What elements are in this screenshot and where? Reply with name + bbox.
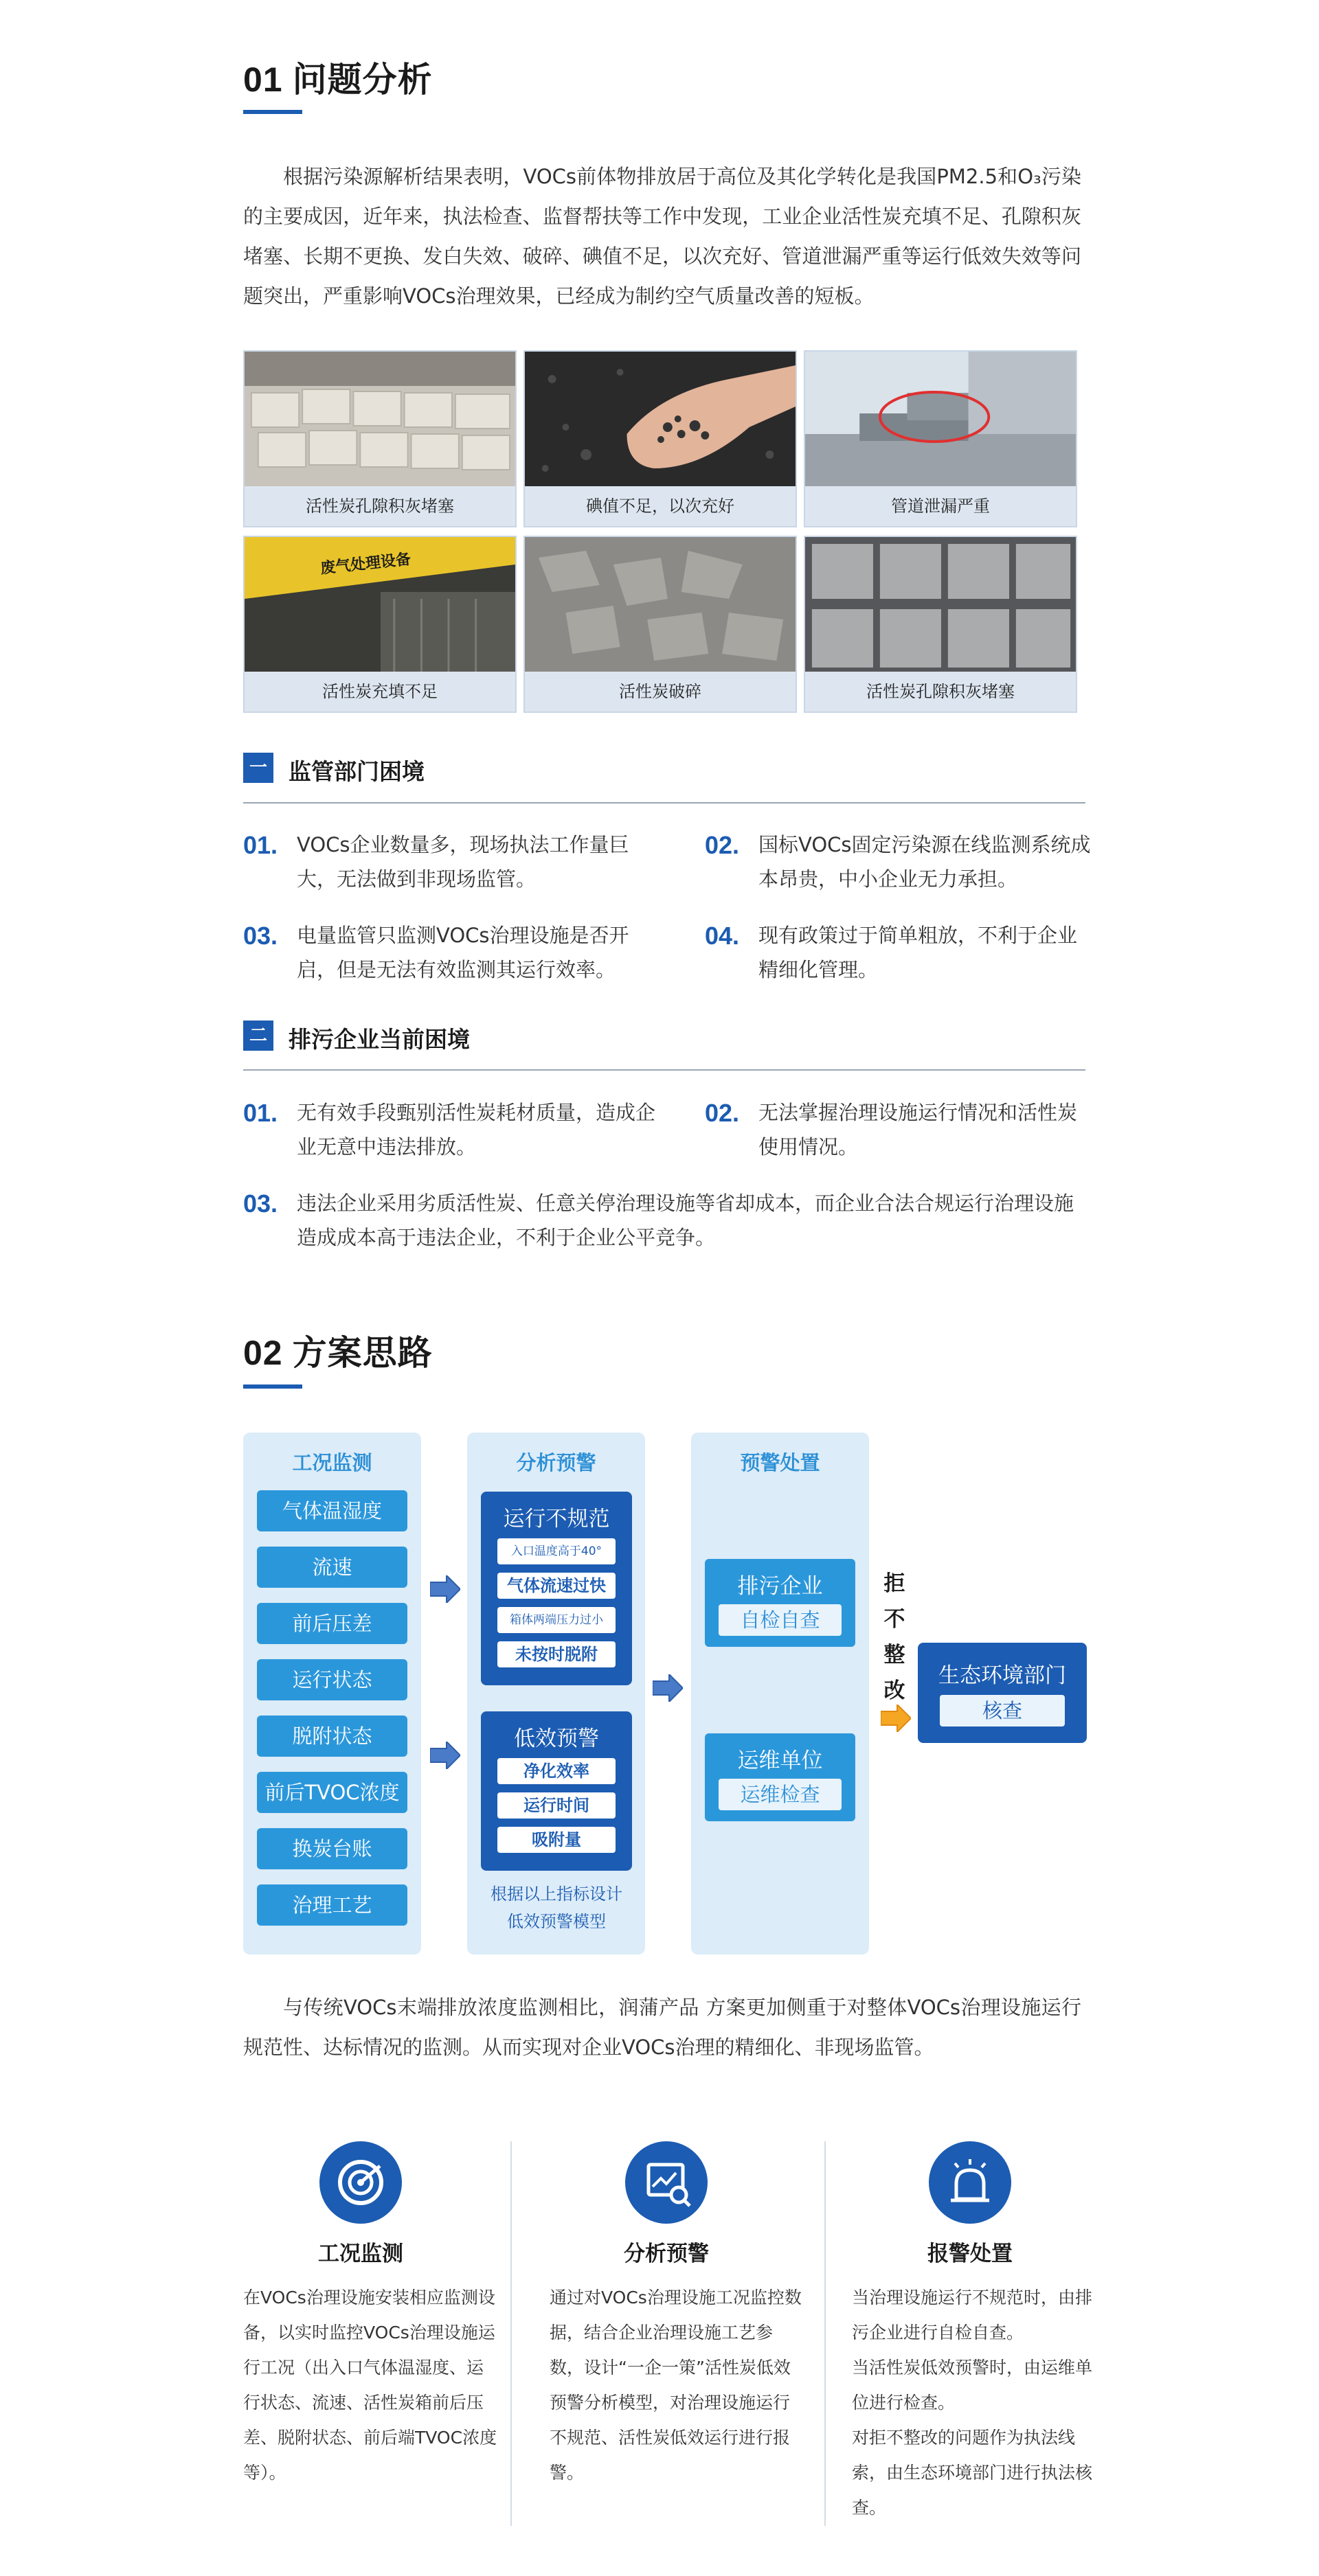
monitor-item-2: 流速 xyxy=(257,1547,407,1588)
section-2-title xyxy=(243,1325,433,1375)
reject-label xyxy=(881,1566,908,1709)
monitor-item-6: 前后TVOC浓度 xyxy=(257,1772,407,1813)
section-1-underline xyxy=(243,110,302,114)
monitor-item-5: 脱附状态 xyxy=(257,1716,407,1757)
regulator-title: 监管部门困境 xyxy=(289,758,425,785)
enterprise-item-1-num: 01. xyxy=(243,1099,278,1127)
feature-2-title: 分析预警 xyxy=(624,2242,709,2266)
maintenance-box xyxy=(705,1733,855,1821)
eco-dept-verify-label: 核查 xyxy=(940,1695,1065,1726)
enterprise-item-3-text: 违法企业采用劣质活性炭、任意关停治理设施等省却成本，而企业合法合规运行治理设施造成成本高于违法企业，不利于企业公平竞争。 xyxy=(297,1192,1074,1249)
polluter-box xyxy=(705,1559,855,1647)
section-1-number: 01 xyxy=(243,60,283,99)
feature-3-line-3: 对拒不整改的问题作为执法线索，由生态环境部门进行执法核查。 xyxy=(852,2428,1093,2518)
irregular-operation-box xyxy=(481,1492,632,1685)
polluter-title: 排污企业 xyxy=(737,1574,823,1599)
enterprise-item-2-num: 02. xyxy=(705,1099,740,1127)
regulator-item-2-text: 国标VOCs固定污染源在线监测系统成本昂贵，中小企业无力承担。 xyxy=(758,833,1091,891)
reject-char-2: 不 xyxy=(883,1607,905,1632)
flow-col-monitoring-title: 工况监测 xyxy=(292,1451,372,1474)
alarm-icon xyxy=(929,2141,1011,2224)
feature-divider-2 xyxy=(824,2141,826,2526)
photo-caption-3: 管道泄漏严重 xyxy=(805,486,1076,526)
self-inspection-label: 自检自查 xyxy=(719,1604,842,1636)
flow-col-analysis-title: 分析预警 xyxy=(516,1451,596,1474)
regulator-badge: 一 xyxy=(243,753,273,783)
reject-char-4: 改 xyxy=(883,1678,905,1703)
enterprise-badge: 二 xyxy=(243,1021,273,1051)
monitor-item-1: 气体温湿度 xyxy=(257,1490,407,1531)
section-2-number: 02 xyxy=(243,1334,283,1372)
photo-card-4 xyxy=(243,536,517,713)
hand-holding-carbon-image xyxy=(525,352,796,488)
clogged-honeycomb-image xyxy=(805,537,1076,673)
photo-caption-4: 活性炭充填不足 xyxy=(245,672,515,711)
photo-card-5 xyxy=(523,536,797,713)
photo-caption-5: 活性炭破碎 xyxy=(525,672,796,711)
maintenance-check-label: 运维检查 xyxy=(719,1779,842,1810)
reject-char-3: 整 xyxy=(883,1643,905,1667)
reject-char-1: 拒 xyxy=(883,1571,905,1596)
maintenance-title: 运维单位 xyxy=(737,1748,823,1773)
feature-3-line-1: 当治理设施运行不规范时，由排污企业进行自检自查。 xyxy=(852,2288,1093,2343)
arrow-right-icon xyxy=(653,1674,683,1702)
monitor-item-3: 前后压差 xyxy=(257,1603,407,1644)
regulator-divider xyxy=(243,802,1085,803)
photo-sign-text: 废气处理设备 xyxy=(319,551,412,578)
feature-1-title: 工况监测 xyxy=(318,2242,403,2266)
regulator-item-2-num: 02. xyxy=(705,831,740,859)
irregular-item-4: 未按时脱附 xyxy=(497,1641,616,1667)
section-1-paragraph: 根据污染源解析结果表明，VOCs前体物排放居于高位及其化学转化是我国PM2.5和O₃污染的主要成因，近年来，执法检查、监督帮扶等工作中发现，工业企业活性炭充填不足、孔隙积灰堵塞、长期不更换、发白失效、破碎、碘值不足，以次充好、管道泄漏严重等运行低效失效等问题突出，严重影响VOCs治理效果，已经成为制约空气质量改善的短板。 xyxy=(243,165,1081,308)
photo-caption-1: 活性炭孔隙积灰堵塞 xyxy=(245,486,515,526)
feature-divider-1 xyxy=(510,2141,512,2526)
low-efficiency-title: 低效预警 xyxy=(514,1726,599,1751)
enterprise-item-2-text: 无法掌握治理设施运行情况和活性炭使用情况。 xyxy=(758,1101,1078,1159)
low-efficiency-item-1: 净化效率 xyxy=(497,1758,616,1784)
regulator-item-4-num: 04. xyxy=(705,922,740,950)
irregular-item-3: 箱体两端压力过小 xyxy=(497,1607,616,1633)
section-2-underline xyxy=(243,1384,302,1389)
chart-search-icon xyxy=(625,2141,708,2224)
enterprise-item-3-num: 03. xyxy=(243,1189,278,1218)
enterprise-title: 排污企业当前困境 xyxy=(289,1026,470,1053)
section-1-heading: 问题分析 xyxy=(292,60,433,100)
flow-col-disposal xyxy=(691,1433,869,1954)
feature-1-desc: 在VOCs治理设施安装相应监测设备，以实时监控VOCs治理设施运行工况（出入口气体温湿度、运行状态、流速、活性炭箱前后压差、脱附状态、前后端TVOC浓度等）。 xyxy=(243,2288,497,2483)
low-efficiency-item-3: 吸附量 xyxy=(497,1827,616,1853)
irregular-operation-title: 运行不规范 xyxy=(503,1507,610,1531)
arrow-right-icon xyxy=(430,1742,460,1769)
irregular-item-1: 入口温度高于40° xyxy=(497,1538,616,1564)
eco-dept-box xyxy=(918,1643,1087,1743)
arrow-right-icon xyxy=(430,1575,460,1603)
enterprise-item-1-text: 无有效手段甄别活性炭耗材质量，造成企业无意中违法排放。 xyxy=(297,1101,656,1159)
feature-3-line-2: 当活性炭低效预警时，由运维单位进行检查。 xyxy=(852,2358,1093,2413)
arrow-right-orange-icon xyxy=(881,1705,911,1732)
monitor-item-8: 治理工艺 xyxy=(257,1884,407,1926)
photo-card-1 xyxy=(243,350,517,527)
section-2-heading: 方案思路 xyxy=(292,1333,433,1373)
monitor-item-7: 换炭台账 xyxy=(257,1828,407,1869)
eco-dept-title: 生态环境部门 xyxy=(938,1663,1066,1688)
pipeline-leak-image xyxy=(805,352,1076,488)
analysis-note: 根据以上指标设计低效预警模型 xyxy=(491,1884,622,1931)
flow-col-analysis xyxy=(467,1433,645,1954)
photo-card-6 xyxy=(804,536,1077,713)
photo-card-3 xyxy=(804,350,1077,527)
photo-card-2 xyxy=(523,350,797,527)
regulator-item-1-text: VOCs企业数量多，现场执法工作量巨大，无法做到非现场监管。 xyxy=(297,833,629,891)
regulator-item-1-num: 01. xyxy=(243,831,278,859)
monitor-item-4: 运行状态 xyxy=(257,1659,407,1700)
activated-carbon-blocks-image xyxy=(245,352,515,488)
enterprise-divider xyxy=(243,1069,1085,1071)
feature-2-desc: 通过对VOCs治理设施工况监控数据，结合企业治理设施工艺参数，设计“一企一策”活性炭低效预警分析模型，对治理设施运行不规范、活性炭低效运行进行报警。 xyxy=(550,2288,802,2483)
target-icon xyxy=(319,2141,402,2224)
flow-col-monitoring xyxy=(243,1433,421,1954)
regulator-item-4-text: 现有政策过于简单粗放，不利于企业精细化管理。 xyxy=(758,924,1078,981)
photo-caption-2: 碘值不足，以次充好 xyxy=(525,486,796,526)
section-2-paragraph: 与传统VOCs末端排放浓度监测相比，润蒲产品 方案更加侧重于对整体VOCs治理设施运行规范性、达标情况的监测。从而实现对企业VOCs治理的精细化、非现场监管。 xyxy=(243,1996,1081,2059)
feature-3-desc xyxy=(852,2280,1106,2525)
feature-3-title: 报警处置 xyxy=(927,2242,1013,2266)
broken-carbon-image xyxy=(525,537,796,673)
low-efficiency-item-2: 运行时间 xyxy=(497,1792,616,1819)
low-efficiency-box xyxy=(481,1711,632,1871)
section-1-title xyxy=(243,52,433,102)
regulator-item-3-num: 03. xyxy=(243,922,278,950)
flow-col-disposal-title: 预警处置 xyxy=(740,1451,820,1474)
photo-caption-6: 活性炭孔隙积灰堵塞 xyxy=(805,672,1076,711)
regulator-item-3-text: 电量监管只监测VOCs治理设施是否开启，但是无法有效监测其运行效率。 xyxy=(297,924,629,981)
irregular-item-2: 气体流速过快 xyxy=(497,1573,616,1599)
